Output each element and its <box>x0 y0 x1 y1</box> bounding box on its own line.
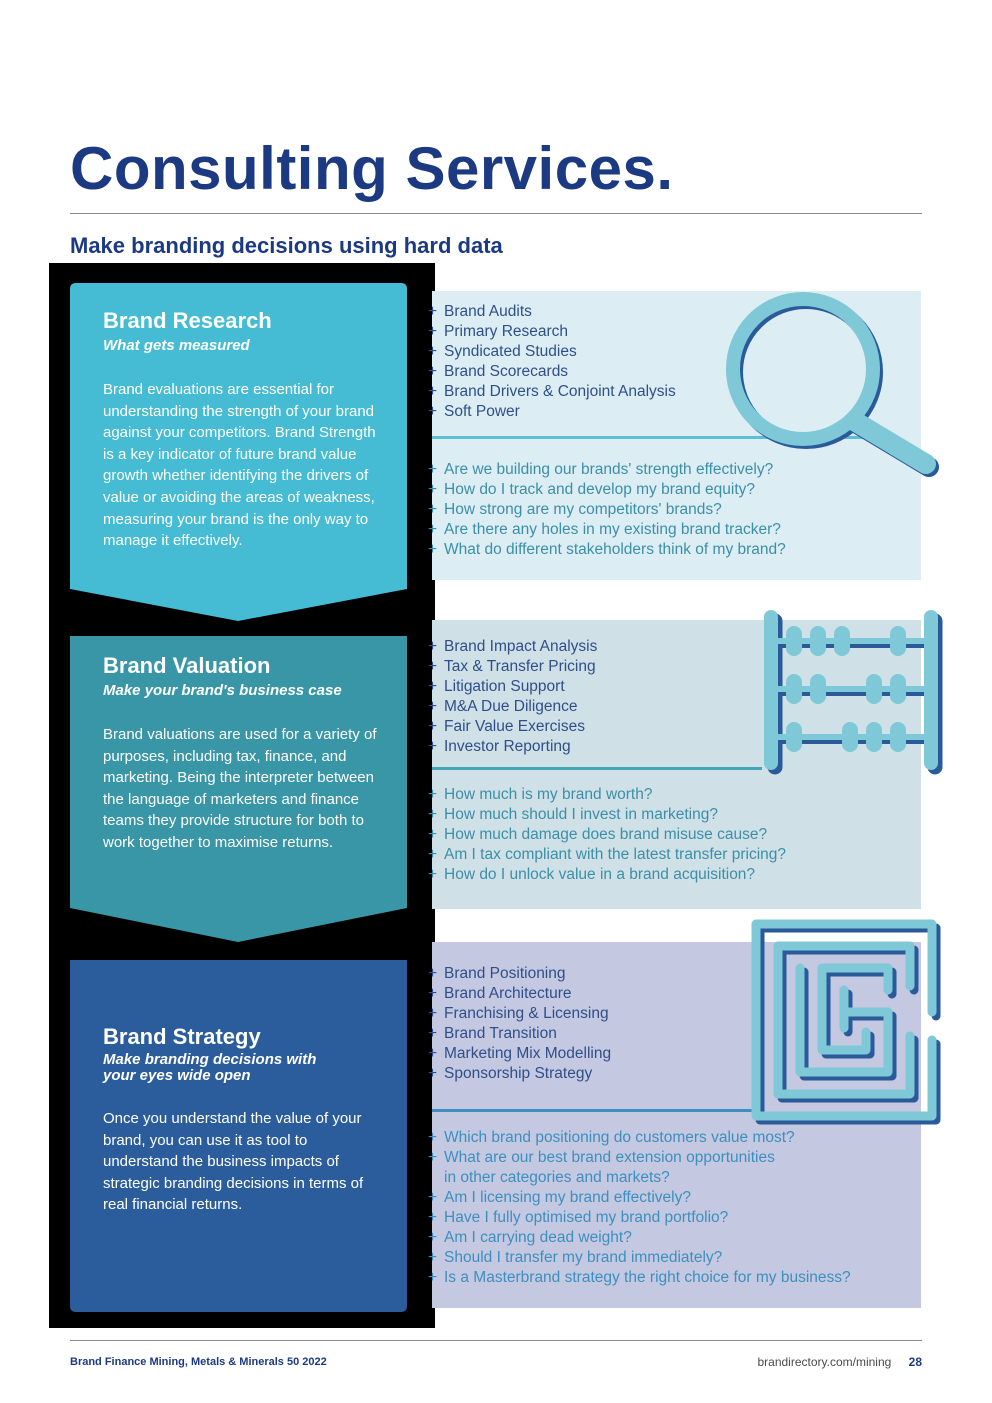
plus-marker-icon: + <box>428 303 438 320</box>
question-item: + Am I carrying dead weight? <box>428 1229 632 1246</box>
section-tagline: Make your brand's business case <box>103 682 342 699</box>
brand-strategy-box <box>70 960 407 1312</box>
research-questions-list <box>428 460 786 560</box>
valuation-services-list <box>428 637 597 757</box>
section-body: Once you understand the value of your brand, you can use it as tool to understand the business impacts of strategic branding decisions in terms of real financial returns. <box>103 1110 364 1214</box>
plus-marker-icon: + <box>428 343 438 360</box>
service-item: + Marketing Mix Modelling <box>428 1045 612 1062</box>
question-item: + Are there any holes in my existing brand tracker? <box>428 521 781 538</box>
question-item: + Am I tax compliant with the latest transfer pricing? <box>428 846 787 863</box>
plus-marker-icon: + <box>428 403 438 420</box>
page-number: 28 <box>908 1355 922 1369</box>
plus-marker-icon: + <box>428 965 438 982</box>
question-item: + Should I transfer my brand immediately? <box>428 1249 723 1266</box>
plus-marker-icon: + <box>428 826 438 843</box>
plus-marker-icon: + <box>428 501 438 518</box>
plus-marker-icon: + <box>428 383 438 400</box>
section-heading: Brand Valuation <box>103 653 271 678</box>
service-item: + Fair Value Exercises <box>428 718 585 735</box>
service-item: + Brand Drivers & Conjoint Analysis <box>428 383 676 400</box>
question-item: + Are we building our brands' strength effectively? <box>428 461 774 478</box>
section-heading: Brand Strategy <box>103 1024 261 1049</box>
question-item: + How do I track and develop my brand equity? <box>428 481 756 498</box>
plus-marker-icon: + <box>428 461 438 478</box>
plus-marker-icon: + <box>428 866 438 883</box>
plus-marker-icon: + <box>428 323 438 340</box>
plus-marker-icon: + <box>428 638 438 655</box>
service-item: + Brand Scorecards <box>428 363 569 380</box>
question-item: + What are our best brand extension opportunities <box>428 1149 775 1166</box>
question-item: + How much is my brand worth? <box>428 786 653 803</box>
footer-url[interactable]: brandirectory.com/mining <box>757 1355 892 1369</box>
magnifier-icon <box>722 290 952 485</box>
plus-marker-icon: + <box>428 1229 438 1246</box>
question-item: + How strong are my competitors' brands? <box>428 501 722 518</box>
question-item: + How do I unlock value in a brand acquisition? <box>428 866 756 883</box>
plus-marker-icon: + <box>428 698 438 715</box>
page-title: Consulting Services. <box>70 135 674 202</box>
section-heading: Brand Research <box>103 308 272 333</box>
brand-research-box <box>70 283 407 636</box>
section-tagline: What gets measured <box>103 337 250 354</box>
question-item: + Which brand positioning do customers value most? <box>428 1129 795 1146</box>
service-item: + Brand Architecture <box>428 985 572 1002</box>
plus-marker-icon: + <box>428 786 438 803</box>
plus-marker-icon: + <box>428 1025 438 1042</box>
plus-marker-icon: + <box>428 521 438 538</box>
strategy-divider <box>432 1109 762 1112</box>
question-item: + How much damage does brand misuse cause? <box>428 826 768 843</box>
service-item: + Litigation Support <box>428 678 565 695</box>
service-item: + M&A Due Diligence <box>428 698 578 715</box>
service-item: + Syndicated Studies <box>428 343 577 360</box>
plus-marker-icon: + <box>428 985 438 1002</box>
section-tagline: Make branding decisions with your eyes wide open <box>103 1051 317 1084</box>
plus-marker-icon: + <box>428 806 438 823</box>
service-item: + Brand Positioning <box>428 965 566 982</box>
plus-marker-icon: + <box>428 718 438 735</box>
question-item: + Have I fully optimised my brand portfolio? <box>428 1209 729 1226</box>
footer-right <box>757 1355 922 1369</box>
footer-publication: Brand Finance Mining, Metals & Minerals 50 2022 <box>70 1356 327 1368</box>
strategy-questions-list <box>428 1128 851 1288</box>
question-item: + Am I licensing my brand effectively? <box>428 1189 691 1206</box>
section-body: Brand valuations are used for a variety of purposes, including tax, finance, and marketing. Being the interpreter between the language of marketers and finance teams they provide structure for both to work together to maximise returns. <box>103 726 377 851</box>
plus-marker-icon: + <box>428 541 438 558</box>
service-item: + Soft Power <box>428 403 520 420</box>
service-item: + Brand Impact Analysis <box>428 638 598 655</box>
plus-marker-icon: + <box>428 1065 438 1082</box>
plus-marker-icon: + <box>428 1269 438 1286</box>
service-item: + Primary Research <box>428 323 569 340</box>
plus-marker-icon: + <box>428 678 438 695</box>
valuation-divider <box>432 767 762 770</box>
service-item: + Tax & Transfer Pricing <box>428 658 596 675</box>
question-item: in other categories and markets? <box>444 1169 670 1186</box>
section-body: Brand evaluations are essential for understanding the strength of your brand against your competitors. Brand Strength is a key indicator of future brand value growth whether identifying the drivers of value or avoiding the areas of weakness, measuring your brand is the only way to manage it effectively. <box>103 381 376 550</box>
plus-marker-icon: + <box>428 1005 438 1022</box>
service-item: + Investor Reporting <box>428 738 571 755</box>
page-subtitle: Make branding decisions using hard data <box>70 233 503 258</box>
plus-marker-icon: + <box>428 1045 438 1062</box>
question-item: + Is a Masterbrand strategy the right choice for my business? <box>428 1269 851 1286</box>
plus-marker-icon: + <box>428 363 438 380</box>
plus-marker-icon: + <box>428 1129 438 1146</box>
plus-marker-icon: + <box>428 1149 438 1166</box>
question-item: + What do different stakeholders think of my brand? <box>428 541 786 558</box>
service-item: + Brand Transition <box>428 1025 557 1042</box>
plus-marker-icon: + <box>428 658 438 675</box>
brand-valuation-box <box>70 636 407 946</box>
abacus-icon <box>760 606 945 786</box>
footer-divider <box>70 1340 922 1341</box>
plus-marker-icon: + <box>428 846 438 863</box>
plus-marker-icon: + <box>428 1249 438 1266</box>
service-item: + Franchising & Licensing <box>428 1005 609 1022</box>
valuation-questions-list <box>428 785 786 885</box>
plus-marker-icon: + <box>428 481 438 498</box>
title-divider <box>70 213 922 214</box>
service-item: + Sponsorship Strategy <box>428 1065 593 1082</box>
maze-icon <box>748 916 948 1131</box>
service-item: + Brand Audits <box>428 303 532 320</box>
question-item: + How much should I invest in marketing? <box>428 806 718 823</box>
plus-marker-icon: + <box>428 1209 438 1226</box>
strategy-services-list <box>428 964 611 1084</box>
plus-marker-icon: + <box>428 1189 438 1206</box>
research-services-list <box>428 302 676 422</box>
plus-marker-icon: + <box>428 738 438 755</box>
